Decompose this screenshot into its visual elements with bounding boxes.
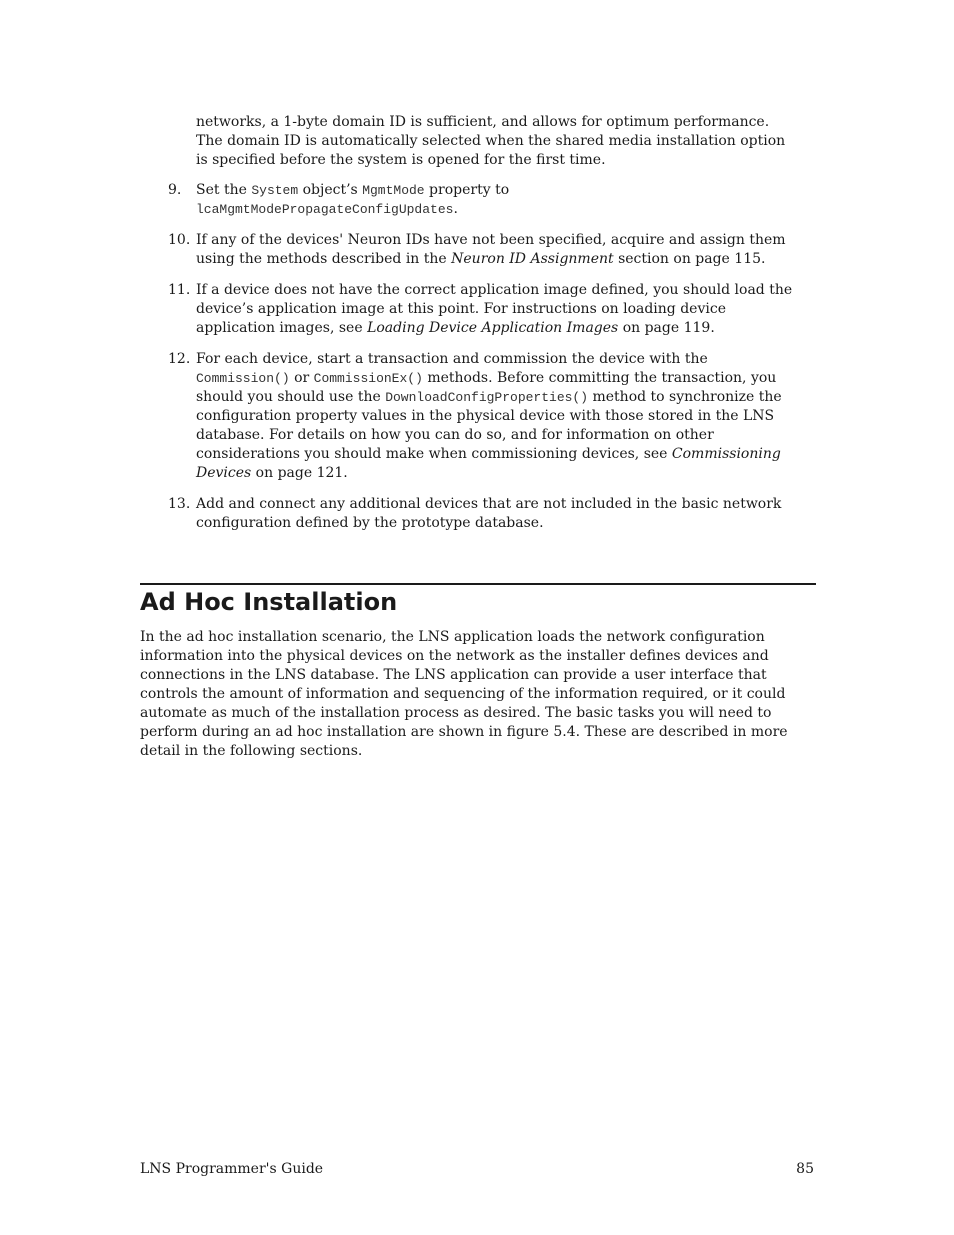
continuation-paragraph — [196, 113, 796, 170]
list-item — [140, 281, 800, 338]
reference-neuron-id: Neuron ID Assignment — [451, 251, 614, 267]
code-commissionex: CommissionEx() — [313, 371, 423, 386]
step-number: 12. — [168, 351, 191, 367]
list-item — [140, 181, 800, 219]
step-text: If any of the devices' Neuron IDs have not been specified, acquire and assign them using the methods described in the Neuron ID Assignment section on page 115. — [196, 232, 786, 267]
list-item — [140, 231, 800, 269]
list-item — [140, 495, 800, 533]
code-commission: Commission() — [196, 371, 290, 386]
step-text: Add and connect any additional devices that are not included in the basic network configuration defined by the prototype database. — [196, 496, 782, 531]
section-divider — [140, 583, 816, 585]
step-number: 11. — [168, 282, 191, 298]
code-mgmtmode: MgmtMode — [362, 183, 425, 198]
step-list — [140, 181, 800, 545]
step-number: 9. — [168, 182, 182, 198]
list-item — [140, 350, 800, 483]
section-heading: Ad Hoc Installation — [140, 588, 398, 616]
code-download-config: DownloadConfigProperties() — [385, 390, 589, 405]
step-text: If a device does not have the correct application image defined, you should load the device’s application image at this point. For instructions on loading device application images, see Loading Device Application Images on page 119. — [196, 282, 793, 336]
reference-loading-images: Loading Device Application Images — [367, 320, 619, 336]
page-number: 85 — [796, 1161, 814, 1177]
continuation-text: networks, a 1-byte domain ID is sufficient, and allows for optimum performance. The domain ID is automatically selected when the shared media installation option is specified before the system is opened for the first time. — [196, 114, 786, 168]
section-intro: In the ad hoc installation scenario, the LNS application loads the network configuration information into the physical devices on the network as the installer defines devices and connections in the LNS database. The LNS application can provide a user interface that controls the amount of information and sequencing of the information required, or it could automate as much of the installation process as desired. The basic tasks you will need to perform during an ad hoc installation are shown in figure 5.4. These are described in more detail in the following sections. — [140, 629, 788, 759]
step-number: 10. — [168, 232, 191, 248]
step-number: 13. — [168, 496, 191, 512]
reference-commissioning: Commissioning Devices — [196, 446, 781, 481]
code-system: System — [251, 183, 299, 198]
footer-title: LNS Programmer's Guide — [140, 1161, 324, 1177]
code-propagate-config: lcaMgmtModePropagateConfigUpdates — [196, 202, 454, 217]
step-text: For each device, start a transaction and commission the device with the Commission() or CommissionEx() methods. Before committing the transaction, you should you should use the DownloadConfigProperties() method to synchronize the configuration property values in the physical device with those stored in the LNS database. For details on how you can do so, and for information on other considerations you should make when commissioning devices, see Commissioning Devices on page 121. — [196, 351, 782, 481]
step-text: Set the System object’s MgmtMode property to lcaMgmtModePropagateConfigUpdates. — [196, 182, 510, 217]
